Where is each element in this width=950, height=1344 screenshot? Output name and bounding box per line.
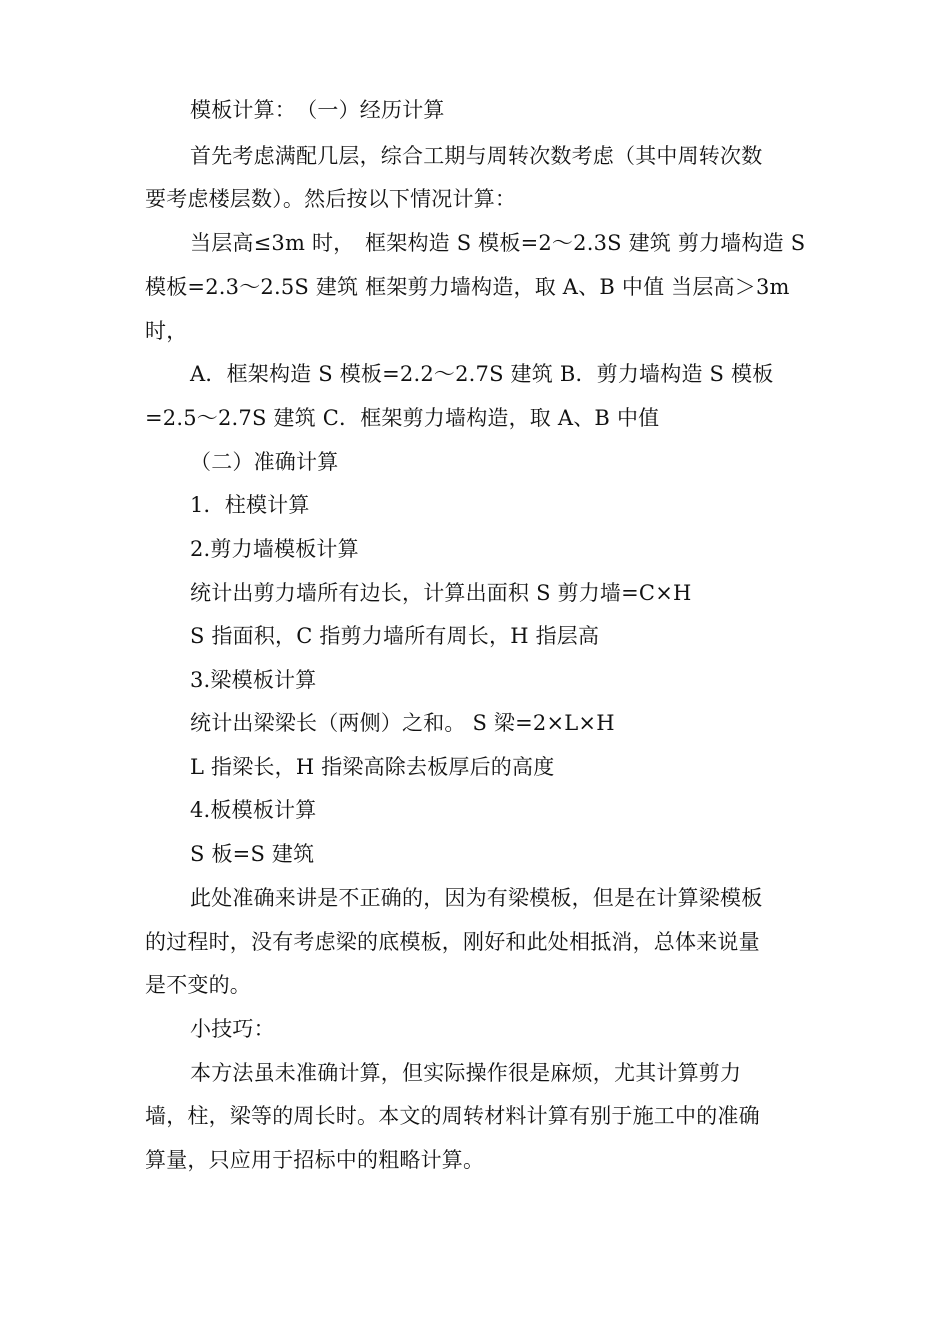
- text-line-column-formwork: 1．柱模计算: [190, 493, 310, 517]
- text-line-shear-wall-formula: 统计出剪力墙所有边长，计算出面积 S 剪力墙=C×H: [190, 581, 692, 605]
- text-line-paragraph-2-b: 模板=2.3～2.5S 建筑 框架剪力墙构造，取 A、B 中值 当层高＞3m: [145, 275, 790, 299]
- text-line-paragraph-1-a: 首先考虑满配几层，综合工期与周转次数考虑（其中周转次数: [190, 144, 763, 168]
- text-line-section-2-heading: （二）准确计算: [190, 450, 339, 474]
- text-line-paragraph-3-a: A．框架构造 S 模板=2.2～2.7S 建筑 B．剪力墙构造 S 模板: [190, 362, 774, 386]
- text-line-paragraph-1-b: 要考虑楼层数）。然后按以下情况计算：: [145, 187, 517, 211]
- text-line-paragraph-2-a: 当层高≤3m 时， 框架构造 S 模板=2～2.3S 建筑 剪力墙构造 S: [190, 231, 806, 255]
- text-line-beam-heading: 3.梁模板计算: [190, 668, 317, 692]
- text-line-tips-a: 本方法虽未准确计算，但实际操作很是麻烦，尤其计算剪力: [190, 1061, 742, 1085]
- text-line-shear-wall-heading: 2.剪力墙模板计算: [190, 537, 359, 561]
- text-line-tips-heading: 小技巧：: [190, 1017, 275, 1041]
- text-line-beam-formula: 统计出梁梁长（两侧）之和。 S 梁=2×L×H: [190, 711, 615, 735]
- text-line-note-c: 是不变的。: [145, 973, 251, 997]
- text-line-tips-c: 算量，只应用于招标中的粗略计算。: [145, 1148, 485, 1172]
- text-line-note-a: 此处准确来讲是不正确的，因为有梁模板，但是在计算梁模板: [190, 886, 763, 910]
- text-line-paragraph-3-b: =2.5～2.7S 建筑 C．框架剪力墙构造，取 A、B 中值: [145, 406, 660, 430]
- text-line-slab-formula: S 板=S 建筑: [190, 842, 315, 866]
- text-line-note-b: 的过程时，没有考虑梁的底模板，刚好和此处相抵消，总体来说量: [145, 930, 760, 954]
- text-line-slab-heading: 4.板模板计算: [190, 798, 317, 822]
- text-line-beam-legend: L 指梁长，H 指梁高除去板厚后的高度: [190, 755, 555, 779]
- text-line-shear-wall-legend: S 指面积，C 指剪力墙所有周长，H 指层高: [190, 624, 600, 648]
- text-line-formwork-heading: 模板计算： （一）经历计算: [190, 98, 445, 122]
- text-line-paragraph-2-c: 时，: [145, 319, 188, 343]
- text-line-tips-b: 墙，柱，梁等的周长时。本文的周转材料计算有别于施工中的准确: [145, 1104, 760, 1128]
